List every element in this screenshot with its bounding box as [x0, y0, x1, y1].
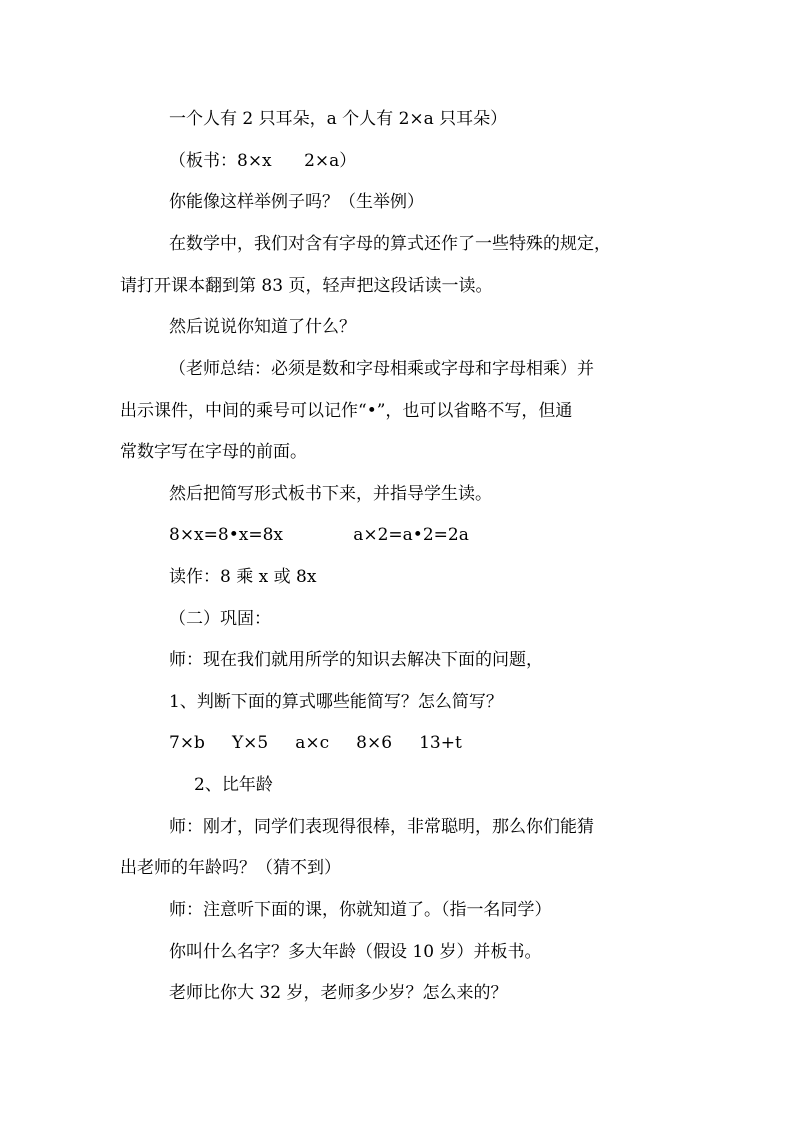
text-line-1: 一个人有 2 只耳朵，a 个人有 2×a 只耳朵） — [169, 109, 508, 129]
question-1: 1、判断下面的算式哪些能简写？怎么简写？ — [169, 692, 503, 712]
section-heading: （二）巩固： — [169, 609, 271, 629]
text-line-8: 出示课件，中间的乘号可以记作“•”，也可以省略不写，但通 — [120, 401, 573, 421]
text-line-10: 然后把简写形式板书下来，并指导学生读。 — [169, 484, 492, 504]
text-line-15: 师：注意听下面的课，你就知道了。（指一名同学） — [169, 900, 552, 920]
text-line-17: 老师比你大 32 岁，老师多少岁？怎么来的？ — [169, 983, 508, 1003]
question-2: 2、比年龄 — [194, 775, 273, 795]
text-line-14: 出老师的年龄吗？（猜不到） — [120, 858, 341, 878]
text-line-3: 你能像这样举例子吗？（生举例） — [169, 192, 424, 212]
formula-line-2: 7×b Y×5 a×c 8×6 13+t — [169, 733, 462, 753]
text-line-13: 师：刚才，同学们表现得很棒，非常聪明，那么你们能猜 — [169, 817, 594, 837]
text-line-12: 师：现在我们就用所学的知识去解决下面的问题， — [169, 650, 543, 670]
text-line-6: 然后说说你知道了什么？ — [169, 317, 356, 337]
text-line-16: 你叫什么名字？多大年龄（假设 10 岁）并板书。 — [169, 942, 542, 962]
text-line-11: 读作：8 乘 x 或 8x — [169, 567, 317, 587]
formula-line-1: 8×x=8•x=8x a×2=a•2=2a — [169, 525, 469, 545]
text-line-9: 常数字写在字母的前面。 — [120, 442, 307, 462]
text-line-4: 在数学中，我们对含有字母的算式还作了一些特殊的规定， — [169, 234, 611, 254]
text-line-7: （老师总结：必须是数和字母相乘或字母和字母相乘）并 — [169, 359, 594, 379]
text-line-2: （板书：8×x 2×a） — [169, 151, 357, 171]
text-line-5: 请打开课本翻到第 83 页，轻声把这段话读一读。 — [120, 276, 493, 296]
